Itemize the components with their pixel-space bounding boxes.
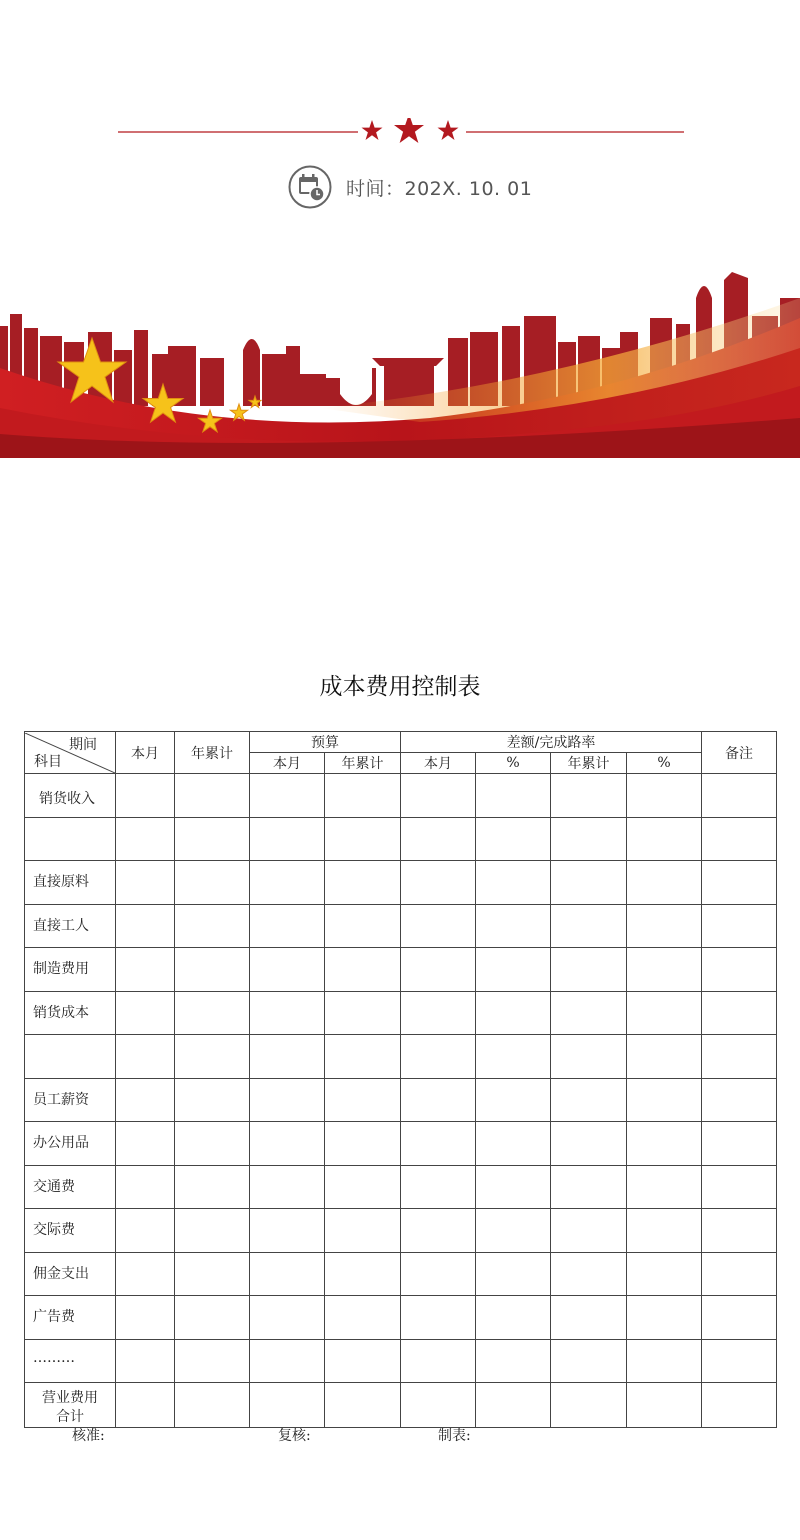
value-cell[interactable] — [551, 1035, 627, 1079]
value-cell[interactable] — [116, 1296, 175, 1340]
value-cell[interactable] — [627, 904, 702, 948]
date-row — [288, 164, 532, 210]
value-cell[interactable] — [401, 1296, 476, 1340]
value-cell[interactable] — [551, 817, 627, 861]
row-label-cell — [25, 1209, 116, 1253]
value-cell[interactable] — [551, 1165, 627, 1209]
row-label-cell — [25, 1383, 116, 1428]
value-cell[interactable] — [250, 1165, 325, 1209]
value-cell[interactable] — [476, 1122, 551, 1166]
value-cell[interactable] — [702, 1122, 777, 1166]
value-cell[interactable] — [401, 1122, 476, 1166]
table-body — [25, 774, 777, 1428]
value-cell[interactable] — [401, 1165, 476, 1209]
value-cell[interactable] — [551, 1383, 627, 1428]
value-cell[interactable] — [116, 1383, 175, 1428]
value-cell[interactable] — [325, 817, 401, 861]
table-row — [25, 1035, 777, 1079]
header-this-month: 本月 — [116, 732, 175, 774]
header-budget: 预算 — [250, 732, 401, 753]
cost-control-table — [24, 731, 777, 1428]
table-title: 成本费用控制表 — [319, 674, 481, 700]
row-label-cell — [25, 1252, 116, 1296]
row-label-cell — [25, 861, 116, 905]
value-cell[interactable] — [476, 861, 551, 905]
approve-label: 核准: — [72, 1428, 105, 1444]
value-cell[interactable] — [325, 948, 401, 992]
corner-subject-label: 科目 — [34, 753, 62, 770]
value-cell[interactable] — [325, 1252, 401, 1296]
table-row — [25, 904, 777, 948]
value-cell[interactable] — [702, 1296, 777, 1340]
row-label: 办公用品 — [33, 1135, 89, 1151]
title-decoration — [118, 118, 684, 148]
value-cell[interactable] — [627, 861, 702, 905]
table-row — [25, 1339, 777, 1383]
value-cell[interactable] — [325, 1296, 401, 1340]
row-label: 销货成本 — [33, 1004, 89, 1021]
sub-variance-this-month: 本月 — [401, 753, 476, 774]
value-cell[interactable] — [702, 1078, 777, 1122]
row-label-cell — [25, 1122, 116, 1166]
prepare-label: 制表: — [438, 1428, 471, 1444]
value-cell[interactable] — [551, 1209, 627, 1253]
row-label: 营业费用 — [42, 1390, 98, 1406]
row-label: 制造费用 — [33, 961, 89, 977]
value-cell[interactable] — [702, 774, 777, 818]
value-cell[interactable] — [175, 1035, 250, 1079]
value-cell[interactable] — [401, 1209, 476, 1253]
value-cell[interactable] — [476, 991, 551, 1035]
sub-budget-this-month: 本月 — [250, 753, 325, 774]
value-cell[interactable] — [551, 991, 627, 1035]
value-cell[interactable] — [551, 1296, 627, 1340]
row-label: 直接原料 — [33, 874, 89, 890]
value-cell[interactable] — [401, 1035, 476, 1079]
value-cell[interactable] — [401, 774, 476, 818]
value-cell[interactable] — [702, 861, 777, 905]
value-cell[interactable] — [250, 904, 325, 948]
value-cell[interactable] — [175, 774, 250, 818]
value-cell[interactable] — [250, 861, 325, 905]
value-cell[interactable] — [401, 861, 476, 905]
table-row — [25, 774, 777, 818]
value-cell[interactable] — [250, 1209, 325, 1253]
row-label: 佣金支出 — [33, 1265, 89, 1282]
value-cell[interactable] — [702, 1035, 777, 1079]
value-cell[interactable] — [627, 774, 702, 818]
value-cell[interactable] — [116, 904, 175, 948]
row-label-cell — [25, 817, 116, 861]
value-cell[interactable] — [116, 817, 175, 861]
value-cell[interactable] — [175, 948, 250, 992]
value-cell[interactable] — [401, 1339, 476, 1383]
large-star-icon — [394, 118, 424, 143]
sub-variance-ytd: 年累计 — [551, 753, 627, 774]
value-cell[interactable] — [401, 904, 476, 948]
row-label: 直接工人 — [33, 917, 89, 934]
value-cell[interactable] — [401, 817, 476, 861]
value-cell[interactable] — [250, 1383, 325, 1428]
value-cell[interactable] — [702, 1252, 777, 1296]
value-cell[interactable] — [325, 904, 401, 948]
value-cell[interactable] — [476, 1252, 551, 1296]
row-label-cell — [25, 1078, 116, 1122]
value-cell[interactable] — [116, 1122, 175, 1166]
row-label-cell — [25, 991, 116, 1035]
value-cell[interactable] — [627, 1035, 702, 1079]
value-cell[interactable] — [627, 1252, 702, 1296]
value-cell[interactable] — [476, 1383, 551, 1428]
value-cell[interactable] — [175, 861, 250, 905]
skyline-banner — [0, 258, 800, 458]
value-cell[interactable] — [116, 1078, 175, 1122]
value-cell[interactable] — [325, 1339, 401, 1383]
table-row — [25, 1383, 777, 1428]
table-row — [25, 1078, 777, 1122]
value-cell[interactable] — [702, 1165, 777, 1209]
value-cell[interactable] — [175, 1339, 250, 1383]
value-cell[interactable] — [175, 1122, 250, 1166]
value-cell[interactable] — [175, 904, 250, 948]
corner-period-label: 期间 — [69, 736, 97, 753]
sub-budget-ytd: 年累计 — [325, 753, 401, 774]
row-label-cell — [25, 948, 116, 992]
value-cell[interactable] — [250, 948, 325, 992]
row-label-cell — [25, 904, 116, 948]
value-cell[interactable] — [250, 1339, 325, 1383]
value-cell[interactable] — [325, 861, 401, 905]
table-row — [25, 1296, 777, 1340]
value-cell[interactable] — [401, 1383, 476, 1428]
value-cell[interactable] — [116, 861, 175, 905]
value-cell[interactable] — [551, 1252, 627, 1296]
value-cell[interactable] — [627, 948, 702, 992]
value-cell[interactable] — [476, 1078, 551, 1122]
value-cell[interactable] — [551, 1122, 627, 1166]
header-ytd: 年累计 — [175, 732, 250, 774]
row-label-cell — [25, 1339, 116, 1383]
value-cell[interactable] — [116, 1035, 175, 1079]
value-cell[interactable] — [401, 948, 476, 992]
row-label: ……… — [33, 1349, 75, 1366]
value-cell[interactable] — [325, 1035, 401, 1079]
row-label-cell — [25, 774, 116, 818]
value-cell[interactable] — [175, 1383, 250, 1428]
value-cell[interactable] — [627, 1165, 702, 1209]
table-row — [25, 1165, 777, 1209]
small-star-icon — [362, 120, 383, 140]
value-cell[interactable] — [250, 817, 325, 861]
value-cell[interactable] — [702, 904, 777, 948]
value-cell[interactable] — [325, 1383, 401, 1428]
table-row — [25, 948, 777, 992]
value-cell[interactable] — [116, 1209, 175, 1253]
small-star-icon — [438, 120, 459, 140]
value-cell[interactable] — [250, 991, 325, 1035]
table-row — [25, 1209, 777, 1253]
value-cell[interactable] — [116, 1339, 175, 1383]
value-cell[interactable] — [116, 991, 175, 1035]
value-cell[interactable] — [250, 774, 325, 818]
value-cell[interactable] — [325, 991, 401, 1035]
value-cell[interactable] — [702, 1383, 777, 1428]
row-label: 交通费 — [33, 1178, 75, 1195]
row-label-cell — [25, 1035, 116, 1079]
header-variance: 差额/完成路率 — [401, 732, 702, 753]
header-remarks: 备注 — [702, 732, 777, 774]
value-cell[interactable] — [175, 817, 250, 861]
value-cell[interactable] — [702, 991, 777, 1035]
value-cell[interactable] — [175, 1078, 250, 1122]
value-cell[interactable] — [702, 1209, 777, 1253]
table-row — [25, 817, 777, 861]
value-cell[interactable] — [175, 1252, 250, 1296]
value-cell[interactable] — [476, 1165, 551, 1209]
corner-header-cell — [25, 732, 116, 774]
value-cell[interactable] — [551, 1339, 627, 1383]
value-cell[interactable] — [476, 1339, 551, 1383]
calendar-clock-icon — [288, 165, 332, 209]
row-label: 员工薪资 — [33, 1091, 89, 1108]
signature-row — [0, 1425, 800, 1447]
table-row — [25, 991, 777, 1035]
row-label: 交际费 — [33, 1222, 75, 1238]
value-cell[interactable] — [401, 1078, 476, 1122]
value-cell[interactable] — [116, 948, 175, 992]
row-label-line2: 合计 — [56, 1409, 84, 1425]
sub-variance-percent: % — [476, 753, 551, 774]
date-text: 时间：202X. 10. 01 — [346, 177, 533, 200]
value-cell[interactable] — [627, 991, 702, 1035]
value-cell[interactable] — [551, 861, 627, 905]
value-cell[interactable] — [476, 904, 551, 948]
value-cell[interactable] — [116, 1165, 175, 1209]
value-cell[interactable] — [627, 1209, 702, 1253]
value-cell[interactable] — [627, 1339, 702, 1383]
value-cell[interactable] — [116, 1252, 175, 1296]
sub-variance-ytd-percent: % — [627, 753, 702, 774]
value-cell[interactable] — [401, 1252, 476, 1296]
value-cell[interactable] — [250, 1252, 325, 1296]
value-cell[interactable] — [476, 1035, 551, 1079]
value-cell[interactable] — [551, 904, 627, 948]
table-row — [25, 861, 777, 905]
value-cell[interactable] — [175, 1165, 250, 1209]
value-cell[interactable] — [476, 774, 551, 818]
value-cell[interactable] — [627, 1078, 702, 1122]
value-cell[interactable] — [702, 948, 777, 992]
value-cell[interactable] — [325, 1122, 401, 1166]
value-cell[interactable] — [325, 1209, 401, 1253]
row-label: 广告费 — [33, 1309, 75, 1325]
value-cell[interactable] — [175, 1296, 250, 1340]
value-cell[interactable] — [250, 1035, 325, 1079]
value-cell[interactable] — [175, 1209, 250, 1253]
value-cell[interactable] — [250, 1122, 325, 1166]
value-cell[interactable] — [627, 1383, 702, 1428]
value-cell[interactable] — [175, 991, 250, 1035]
table-row — [25, 1122, 777, 1166]
value-cell[interactable] — [476, 948, 551, 992]
value-cell[interactable] — [325, 1078, 401, 1122]
value-cell[interactable] — [551, 774, 627, 818]
value-cell[interactable] — [325, 774, 401, 818]
row-label-cell — [25, 1165, 116, 1209]
value-cell[interactable] — [476, 817, 551, 861]
value-cell[interactable] — [627, 817, 702, 861]
value-cell[interactable] — [250, 1296, 325, 1340]
value-cell[interactable] — [702, 1339, 777, 1383]
value-cell[interactable] — [325, 1165, 401, 1209]
value-cell[interactable] — [627, 1122, 702, 1166]
value-cell[interactable] — [401, 991, 476, 1035]
value-cell[interactable] — [476, 1209, 551, 1253]
review-label: 复核: — [278, 1428, 311, 1444]
value-cell[interactable] — [702, 817, 777, 861]
value-cell[interactable] — [551, 948, 627, 992]
value-cell[interactable] — [476, 1296, 551, 1340]
value-cell[interactable] — [551, 1078, 627, 1122]
header-row — [25, 732, 777, 753]
row-label-cell — [25, 1296, 116, 1340]
value-cell[interactable] — [116, 774, 175, 818]
table-row — [25, 1252, 777, 1296]
gold-star-icon — [230, 404, 247, 420]
value-cell[interactable] — [250, 1078, 325, 1122]
value-cell[interactable] — [627, 1296, 702, 1340]
row-label: 销货收入 — [39, 791, 95, 807]
